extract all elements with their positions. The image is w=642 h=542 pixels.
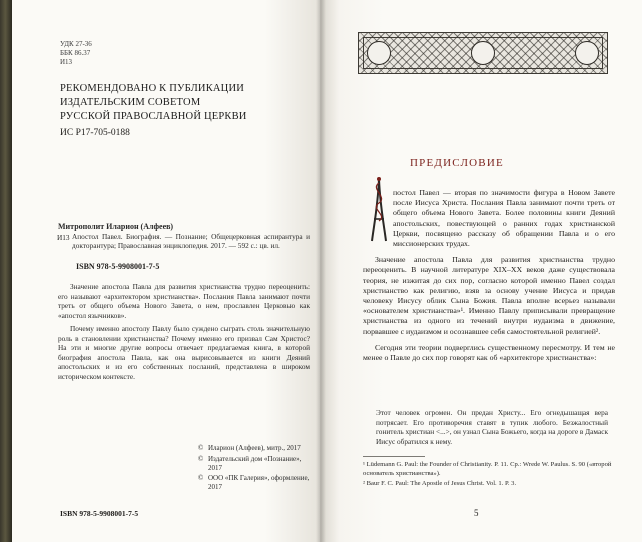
left-page <box>12 0 320 542</box>
book-gutter-shadow <box>316 0 326 542</box>
recommendation-line: РЕКОМЕНДОВАНО К ПУБЛИКАЦИИ <box>60 83 245 94</box>
author-heading: Митрополит Иларион (Алфеев) <box>58 222 174 231</box>
bibliographic-record <box>58 222 310 251</box>
ic-number: ИС Р17-705-0188 <box>60 128 130 138</box>
code-line: И13 <box>60 58 73 66</box>
biblio-description: Апостол Павел. Биография. — Познание; Общецерковная аспирантура и докторантура; Православная энциклопедия. 2017. — 592 с.: цв. ил. <box>72 231 310 250</box>
ornament-medallion-left <box>367 41 391 65</box>
ornament-medallion-right <box>575 41 599 65</box>
footnote: ² Baur F. C. Paul: The Apostle of Jesus Christ. Vol. 1. P. 3. <box>363 480 517 488</box>
annotation-paragraph: Почему именно апостолу Павлу было суждено сыграть столь значительную роль в становлении христианства? Почему именно его призвал Сам Христос? На эти и многие другие вопросы отвечает предлагаемая книга, в которой биография апостола Павла, как она вырисовывается из книги Деяний апостольских и из его собственных посланий, представлена в широком историческом контексте. <box>58 324 310 381</box>
preface-paragraph: Сегодня эти теории подверглись существенному пересмотру. И тем не менее о Павле до сих пор говорят как об «архитекторе христианства»: <box>363 342 615 363</box>
udk-line: УДК 27-36 <box>60 40 92 48</box>
footnotes <box>363 461 615 491</box>
recommendation-line: ИЗДАТЕЛЬСКИМ СОВЕТОМ <box>60 97 201 108</box>
preface-title: ПРЕДИСЛОВИЕ <box>410 157 504 169</box>
isbn-inline: ISBN 978-5-9908001-7-5 <box>76 262 160 271</box>
annotation-paragraph: Значение апостола Павла для развития христианства трудно переоценить: его называют «архитектором христианства». Послания Павла занимают почти треть от общего объема Нового Завета, о нем, прославлен Церковью как «апостол язычников». <box>58 282 310 320</box>
catalog-code: И13 <box>57 233 70 242</box>
udk-block <box>60 40 92 67</box>
annotation <box>58 282 310 385</box>
book-cover-edge <box>0 0 12 542</box>
copyright-line: © Издательский дом «Познание», 2017 <box>198 455 313 473</box>
copyright-line: © ООО «ПК Галерия», оформление, 2017 <box>198 474 313 492</box>
ornament-medallion-center <box>471 41 495 65</box>
recommendation-line: РУССКОЙ ПРАВОСЛАВНОЙ ЦЕРКВИ <box>60 111 247 122</box>
bbk-line: ББК 86.37 <box>60 49 91 57</box>
footnote-divider <box>363 456 425 457</box>
copyright-line: © Иларион (Алфеев), митр., 2017 <box>198 444 313 453</box>
preface-paragraph: Значение апостола Павла для развития христианства трудно переоценить. В научной литературе XIX–XX веков даже существовала теория, не изжитая до сих пор, согласно которой именно Павел создал христианство как религию, взяв за основу учение Иисуса и придав человеку Иисусу облик Сына Божия. Павла вполне всерьез называли «основателем христианства»¹. Именно Павлу приписывали превращение христианства из одного из течений внутри иудаизма в движение, порвавшее с иудаизмом и осознавшее себя самостоятельной религией². <box>363 255 615 336</box>
copyright-block <box>198 444 313 494</box>
preface-paragraph: постол Павел — вторая по значимости фигура в Новом Завете после Иисуса Христа. Послания Павла занимают почти треть от общего объема Нового Завета. Более половины книги Деяний апостольских, повествующей о ранних годах христианской Церкви, посвящено рассказу об обращении Павла и о его миссионерских трудах. <box>393 188 615 249</box>
block-quote: Этот человек огромен. Он предан Христу... Его огнедышащая вера потрясает. Его противоречия ставят в тупик любого. Безжалостный гонитель христиан <...>, он узнал Сына Божьего, когда на дороге в Дамаск Иисус обратился к нему. <box>376 408 608 446</box>
page-number: 5 <box>474 508 479 518</box>
footnote: ¹ Lüdemann G. Paul: the Founder of Christianity. P. 11. Ср.: Wrede W. Paulus. S. 90 («второй основатель христианства»). <box>363 461 612 477</box>
headpiece-ornament <box>358 32 608 74</box>
recommendation-block <box>60 82 260 124</box>
preface-text <box>363 188 615 369</box>
isbn-bottom: ISBN 978-5-9908001-7-5 <box>60 509 139 518</box>
